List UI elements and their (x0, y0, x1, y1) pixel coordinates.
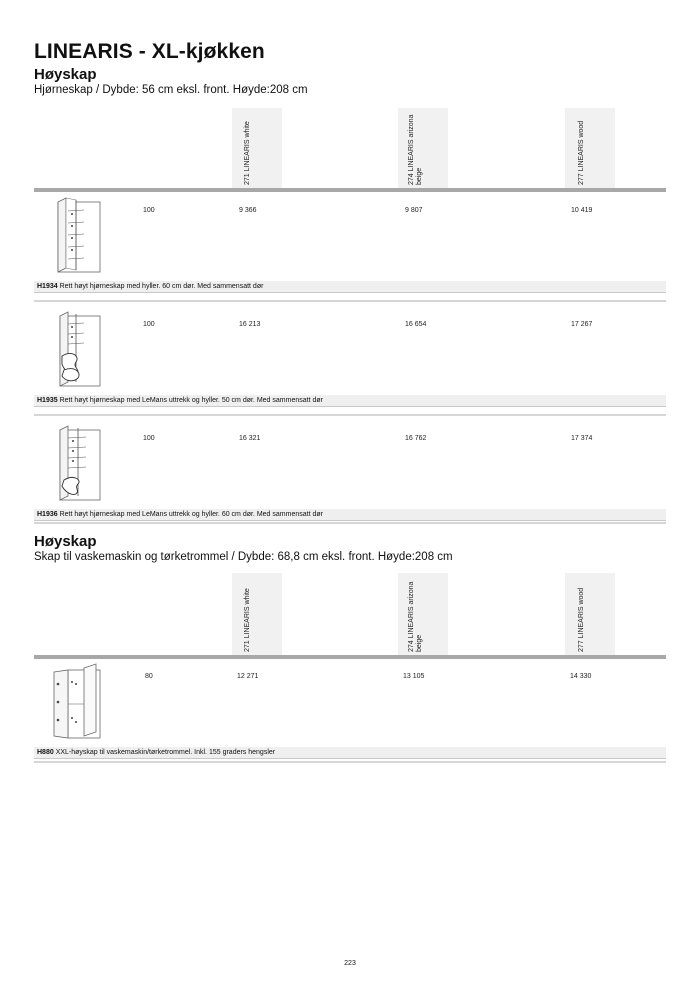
price-271: 16 213 (239, 321, 261, 328)
section-subheading: Hjørneskap / Dybde: 56 cm eksl. front. Høyde:208 cm (34, 84, 308, 96)
product-code: H1935 (37, 397, 60, 404)
price-271: 16 321 (239, 435, 261, 442)
width-value: 80 (145, 673, 153, 680)
column-header: 271 LINEARIS white (244, 121, 251, 185)
page-title: LINEARIS - XL-kjøkken (34, 40, 265, 63)
price-271: 12 271 (237, 673, 259, 680)
product-text: XXL-høyskap til vaskemaskin/tørketrommel. Inkl. 155 graders hengsler (55, 749, 276, 756)
product-text: Rett høyt hjørneskap med hyller. 60 cm dør. Med sammensatt dør (59, 283, 264, 290)
price-274: 16 654 (405, 321, 427, 328)
product-description (34, 395, 666, 407)
product-code: H1936 (37, 511, 60, 518)
column-header: 274 LINEARIS arizona beige (408, 581, 423, 652)
price-277: 17 267 (571, 321, 593, 328)
product-code: H1934 (37, 283, 60, 290)
price-274: 16 762 (405, 435, 427, 442)
width-value: 100 (143, 321, 155, 328)
column-header: 277 LINEARIS wood (578, 587, 585, 652)
page-number: 223 (344, 960, 356, 967)
width-value: 100 (143, 435, 155, 442)
product-description (34, 281, 666, 293)
price-277: 10 419 (571, 207, 593, 214)
price-274: 9 807 (405, 207, 423, 214)
column-header: 271 LINEARIS white (244, 588, 251, 652)
product-text: Rett høyt hjørneskap med LeMans uttrekk og hyller. 50 cm dør. Med sammensatt dør (59, 397, 323, 404)
product-image (46, 424, 106, 504)
product-image (46, 196, 106, 276)
width-value: 100 (143, 207, 155, 214)
product-text: Rett høyt hjørneskap med LeMans uttrekk og hyller. 60 cm dør. Med sammensatt dør (59, 511, 323, 518)
price-274: 13 105 (403, 673, 425, 680)
price-277: 17 374 (571, 435, 593, 442)
column-header: 277 LINEARIS wood (578, 120, 585, 185)
product-code: H880 (37, 749, 56, 756)
product-image (46, 662, 106, 742)
section-heading: Høyskap (34, 66, 97, 83)
column-header: 274 LINEARIS arizona beige (408, 114, 423, 185)
section-subheading: Skap til vaskemaskin og tørketrommel / Dybde: 68,8 cm eksl. front. Høyde:208 cm (34, 551, 453, 563)
price-277: 14 330 (570, 673, 592, 680)
section-heading: Høyskap (34, 533, 97, 550)
price-271: 9 366 (239, 207, 257, 214)
product-description (34, 747, 666, 759)
product-image (46, 310, 106, 390)
product-description (34, 509, 666, 521)
